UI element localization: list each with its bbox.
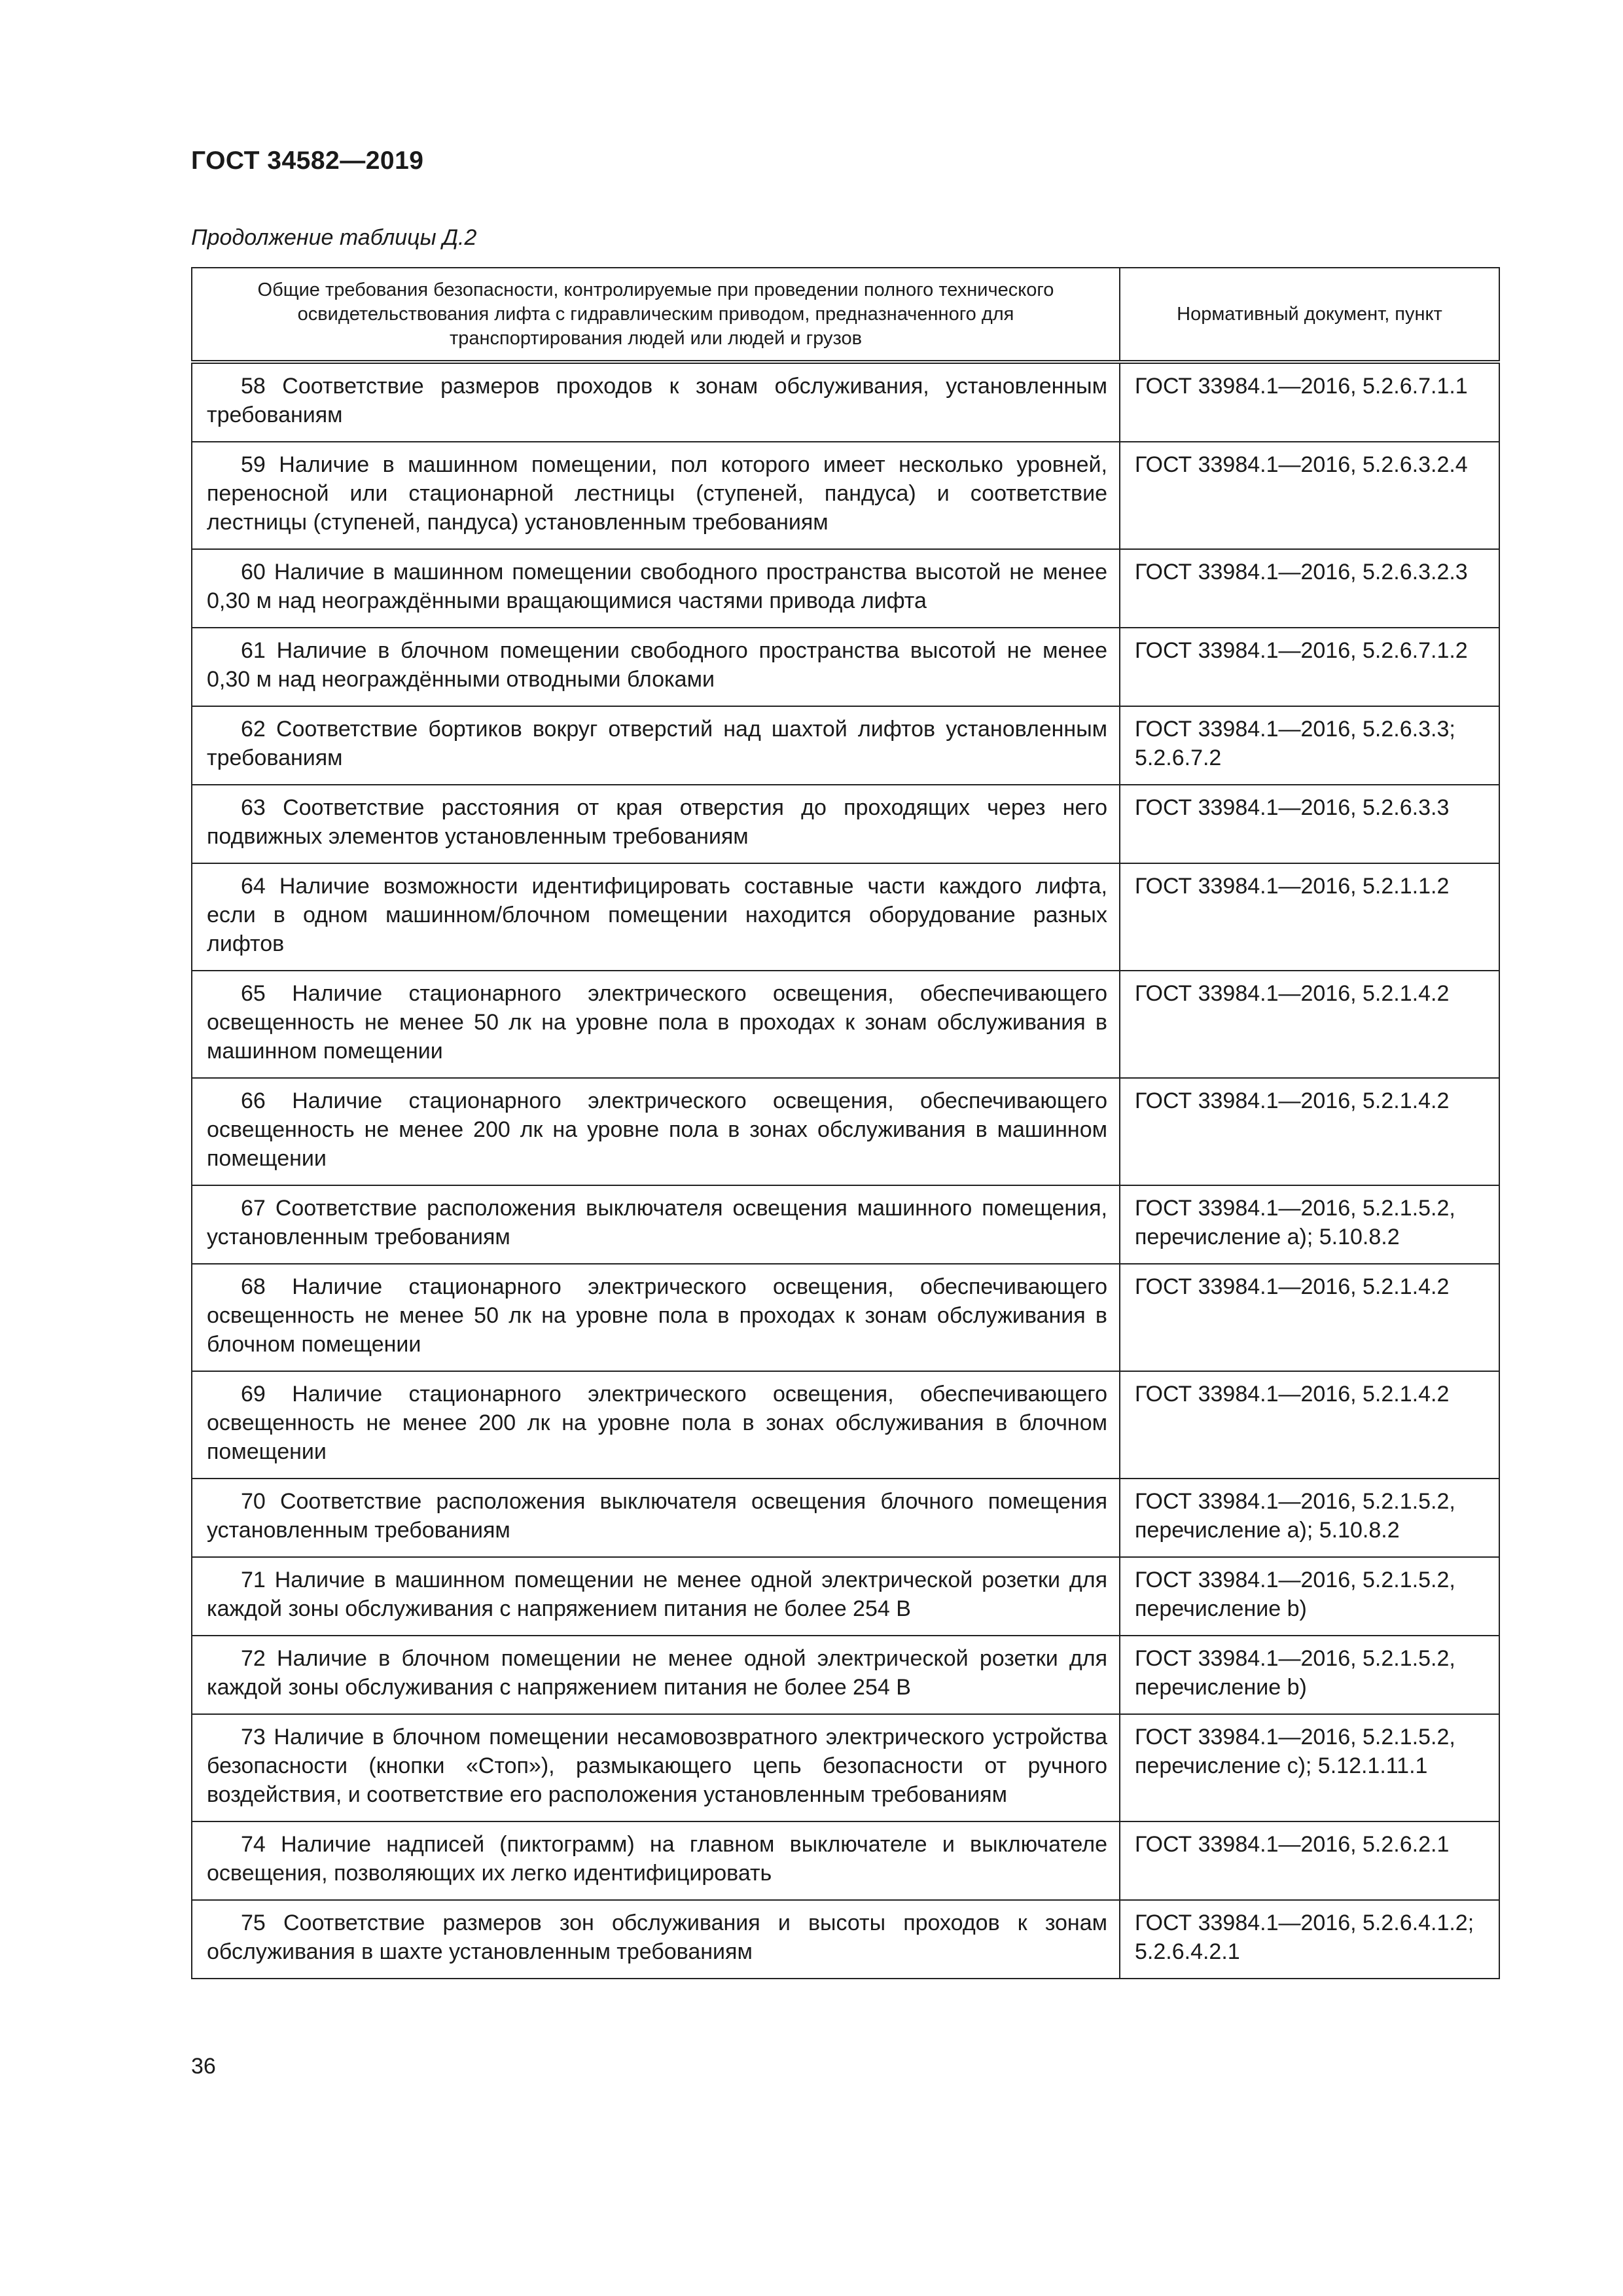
table-row [192, 1636, 1499, 1714]
requirement-cell [192, 1636, 1120, 1714]
requirement-cell [192, 1557, 1120, 1636]
requirement-cell [192, 1185, 1120, 1264]
table-row [192, 785, 1499, 863]
row-number: 74 [241, 1832, 266, 1857]
row-number: 75 [241, 1910, 266, 1935]
table-row [192, 1821, 1499, 1900]
table-row [192, 1900, 1499, 1979]
requirements-table [191, 267, 1500, 1979]
table-row [192, 1185, 1499, 1264]
requirement-text: Наличие в блочном помещении свободного пространства высотой не менее 0,30 м над неограждёнными отводными блоками [207, 638, 1107, 692]
document-title: ГОСТ 34582—2019 [191, 147, 424, 175]
normative-reference-cell: ГОСТ 33984.1—2016, 5.2.1.4.2 [1120, 1078, 1499, 1185]
row-number: 72 [241, 1646, 266, 1671]
requirement-cell [192, 1900, 1120, 1979]
requirement-text: Наличие в машинном помещении, пол которого имеет несколько уровней, переносной или стационарной лестницы (ступеней, пандуса) и соответствие лестницы (ступеней, пандуса) установленным требованиям [207, 452, 1107, 535]
requirement-cell [192, 785, 1120, 863]
row-number: 62 [241, 717, 266, 742]
row-number: 64 [241, 874, 266, 899]
requirement-cell [192, 1078, 1120, 1185]
row-number: 71 [241, 1568, 266, 1592]
requirement-text: Соответствие бортиков вокруг отверстий над шахтой лифтов установленным требованиям [207, 717, 1107, 770]
requirement-text: Наличие в блочном помещении не менее одной электрической розетки для каждой зоны обслуживания с напряжением питания не более 254 В [207, 1646, 1107, 1700]
row-number: 69 [241, 1382, 266, 1407]
normative-reference-cell: ГОСТ 33984.1—2016, 5.2.6.7.1.1 [1120, 362, 1499, 442]
requirement-cell [192, 863, 1120, 971]
requirement-cell [192, 628, 1120, 706]
table-row [192, 442, 1499, 549]
normative-reference-cell: ГОСТ 33984.1—2016, 5.2.6.3.2.3 [1120, 549, 1499, 628]
table-row [192, 971, 1499, 1078]
table-body [192, 362, 1499, 1979]
table-row [192, 362, 1499, 442]
row-number: 68 [241, 1274, 266, 1299]
requirement-cell [192, 706, 1120, 785]
requirement-cell [192, 362, 1120, 442]
requirement-cell [192, 971, 1120, 1078]
requirement-text: Соответствие размеров проходов к зонам обслуживания, установленным требованиям [207, 374, 1107, 427]
normative-reference-cell: ГОСТ 33984.1—2016, 5.2.1.5.2, перечисление а); 5.10.8.2 [1120, 1185, 1499, 1264]
row-number: 67 [241, 1196, 266, 1221]
normative-reference-cell: ГОСТ 33984.1—2016, 5.2.1.5.2, перечисление b) [1120, 1557, 1499, 1636]
requirement-text: Наличие в машинном помещении свободного пространства высотой не менее 0,30 м над неограждёнными вращающимися частями привода лифта [207, 560, 1107, 613]
requirement-text: Соответствие размеров зон обслуживания и высоты проходов к зонам обслуживания в шахте установленным требованиям [207, 1910, 1107, 1964]
requirement-text: Наличие в блочном помещении несамовозвратного электрического устройства безопасности (кнопки «Стоп»), размыкающего цепь безопасности от ручного воздействия, и соответствие его расположения установленным требованиям [207, 1725, 1107, 1807]
table-row [192, 863, 1499, 971]
row-number: 59 [241, 452, 266, 477]
table-row [192, 706, 1499, 785]
normative-reference-cell: ГОСТ 33984.1—2016, 5.2.1.1.2 [1120, 863, 1499, 971]
requirement-text: Наличие стационарного электрического освещения, обеспечивающего освещенность не менее 200 лк на уровне пола в зонах обслуживания в блочном помещении [207, 1382, 1107, 1464]
table-row [192, 1371, 1499, 1479]
normative-reference-cell: ГОСТ 33984.1—2016, 5.2.1.4.2 [1120, 1371, 1499, 1479]
requirement-text: Соответствие расположения выключателя освещения блочного помещения установленным требованиям [207, 1489, 1107, 1543]
row-number: 65 [241, 981, 266, 1006]
normative-reference-cell: ГОСТ 33984.1—2016, 5.2.1.5.2, перечисление b) [1120, 1636, 1499, 1714]
requirement-cell [192, 1714, 1120, 1821]
requirement-cell [192, 1264, 1120, 1371]
normative-reference-cell: ГОСТ 33984.1—2016, 5.2.6.4.1.2; 5.2.6.4.2.1 [1120, 1900, 1499, 1979]
column-header-requirements: Общие требования безопасности, контролируемые при проведении полного технического освидетельствования лифта с гидравлическим приводом, предназначенного для транспортирования людей или людей и грузов [192, 268, 1120, 362]
page-number: 36 [191, 2054, 216, 2079]
normative-reference-cell: ГОСТ 33984.1—2016, 5.2.6.2.1 [1120, 1821, 1499, 1900]
table-row [192, 549, 1499, 628]
normative-reference-cell: ГОСТ 33984.1—2016, 5.2.1.5.2, перечисление а); 5.10.8.2 [1120, 1479, 1499, 1557]
row-number: 58 [241, 374, 266, 399]
row-number: 70 [241, 1489, 266, 1514]
requirement-cell [192, 1371, 1120, 1479]
requirement-text: Наличие стационарного электрического освещения, обеспечивающего освещенность не менее 200 лк на уровне пола в зонах обслуживания в машинном помещении [207, 1088, 1107, 1171]
row-number: 63 [241, 795, 266, 820]
normative-reference-cell: ГОСТ 33984.1—2016, 5.2.6.3.3; 5.2.6.7.2 [1120, 706, 1499, 785]
row-number: 73 [241, 1725, 266, 1749]
requirement-cell [192, 1821, 1120, 1900]
normative-reference-cell: ГОСТ 33984.1—2016, 5.2.1.4.2 [1120, 971, 1499, 1078]
normative-reference-cell: ГОСТ 33984.1—2016, 5.2.1.5.2, перечисление с); 5.12.1.11.1 [1120, 1714, 1499, 1821]
normative-reference-cell: ГОСТ 33984.1—2016, 5.2.6.7.1.2 [1120, 628, 1499, 706]
normative-reference-cell: ГОСТ 33984.1—2016, 5.2.1.4.2 [1120, 1264, 1499, 1371]
table-row [192, 1264, 1499, 1371]
requirement-text: Наличие в машинном помещении не менее одной электрической розетки для каждой зоны обслуживания с напряжением питания не более 254 В [207, 1568, 1107, 1621]
normative-reference-cell: ГОСТ 33984.1—2016, 5.2.6.3.2.4 [1120, 442, 1499, 549]
table-row [192, 1078, 1499, 1185]
requirement-text: Наличие надписей (пиктограмм) на главном выключателе и выключателе освещения, позволяющих их легко идентифицировать [207, 1832, 1107, 1886]
requirement-cell [192, 442, 1120, 549]
table-row [192, 1714, 1499, 1821]
requirement-text: Соответствие расстояния от края отверстия до проходящих через него подвижных элементов установленным требованиям [207, 795, 1107, 849]
table-row [192, 628, 1499, 706]
requirement-text: Соответствие расположения выключателя освещения машинного помещения, установленным требованиям [207, 1196, 1107, 1249]
row-number: 66 [241, 1088, 266, 1113]
requirement-text: Наличие стационарного электрического освещения, обеспечивающего освещенность не менее 50 лк на уровне пола в проходах к зонам обслуживания в блочном помещении [207, 1274, 1107, 1357]
requirement-cell [192, 1479, 1120, 1557]
requirement-cell [192, 549, 1120, 628]
requirement-text: Наличие возможности идентифицировать составные части каждого лифта, если в одном машинном/блочном помещении находится оборудование разных лифтов [207, 874, 1107, 956]
table-row [192, 1557, 1499, 1636]
table-caption: Продолжение таблицы Д.2 [191, 225, 477, 250]
row-number: 60 [241, 560, 266, 584]
normative-reference-cell: ГОСТ 33984.1—2016, 5.2.6.3.3 [1120, 785, 1499, 863]
table-header-row [192, 268, 1499, 362]
table-row [192, 1479, 1499, 1557]
row-number: 61 [241, 638, 266, 663]
requirement-text: Наличие стационарного электрического освещения, обеспечивающего освещенность не менее 50 лк на уровне пола в проходах к зонам обслуживания в машинном помещении [207, 981, 1107, 1064]
column-header-normative-document: Нормативный документ, пункт [1120, 268, 1499, 362]
